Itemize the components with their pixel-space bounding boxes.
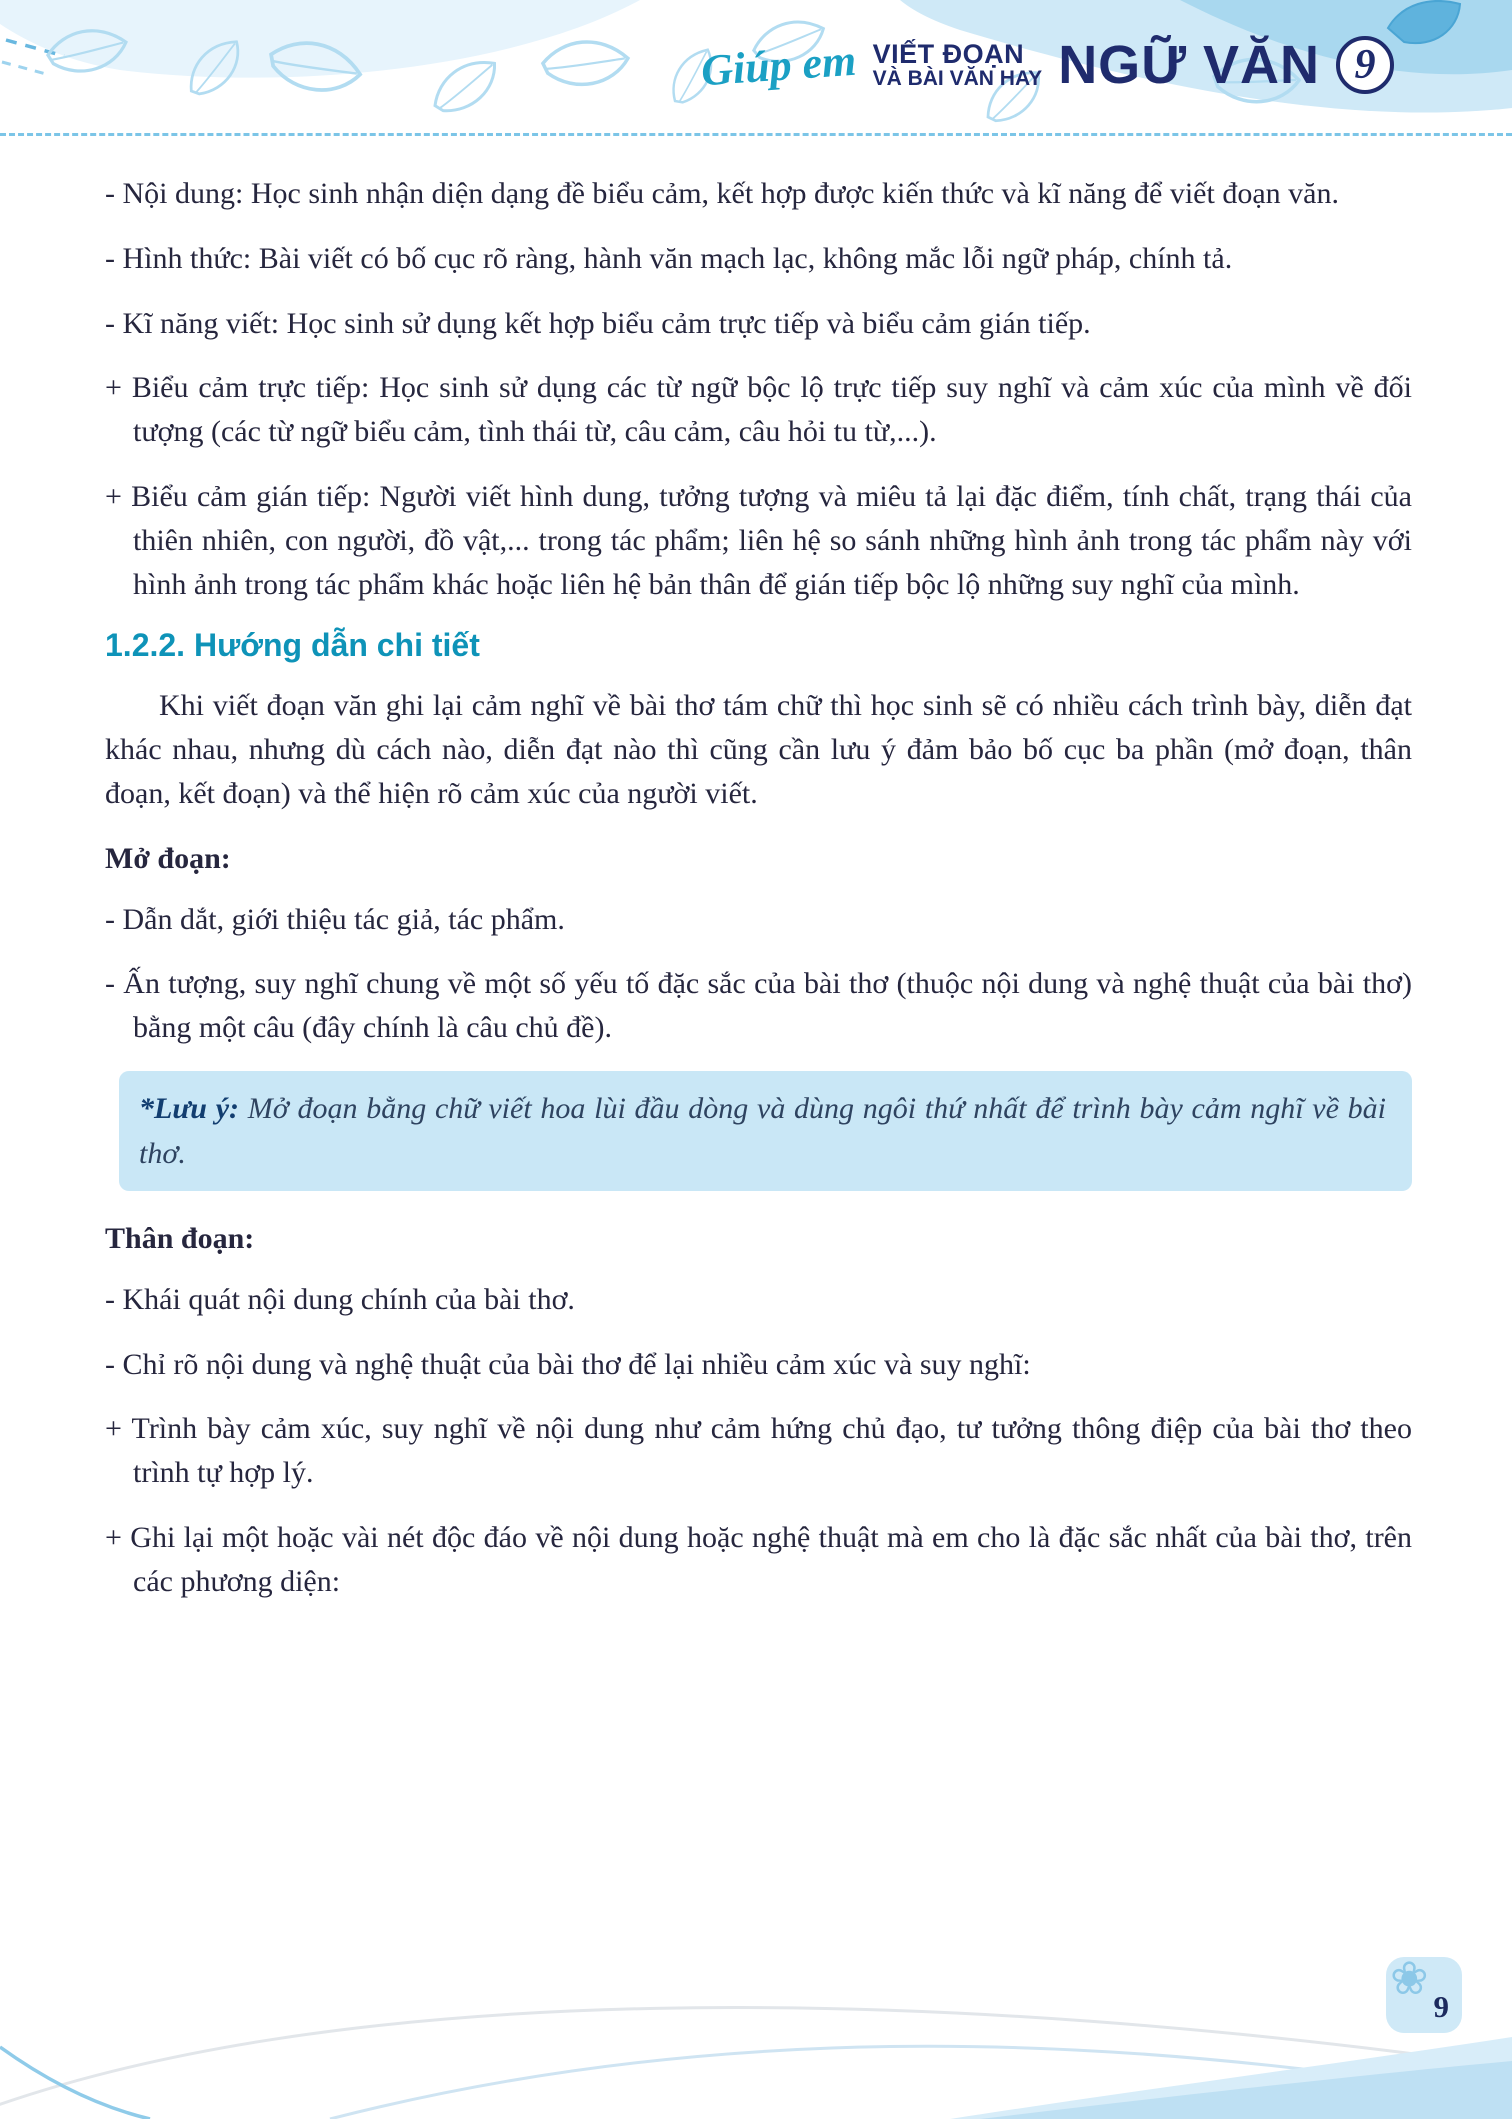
paragraph: + Ghi lại một hoặc vài nét độc đáo về nội dung hoặc nghệ thuật mà em cho là đặc sắc nhất của bài thơ, trên các phương diện: [105, 1520, 1413, 1598]
page-number-badge [1386, 1951, 1462, 2033]
flower-icon: ❀ [1390, 1951, 1429, 2005]
paragraph: - Khái quát nội dung chính của bài thơ. [105, 1282, 575, 1316]
paragraph: + Biểu cảm gián tiếp: Người viết hình dung, tưởng tượng và miêu tả lại đặc điểm, tính chất, trạng thái của thiên nhiên, con người, đồ vật,... trong tác phẩm; liên hệ so sánh những hình ảnh trong tác phẩm này với hình ảnh trong tác phẩm khác hoặc liên hệ bản thân để gián tiếp bộc lộ những suy nghĩ của mình. [105, 479, 1413, 601]
logo-grade-badge: 9 [1336, 36, 1394, 94]
note-text: Mở đoạn bằng chữ viết hoa lùi đầu dòng và dùng ngôi thứ nhất để trình bày cảm nghĩ về bài thơ. [139, 1091, 1386, 1170]
note-label: *Lưu ý: [139, 1091, 240, 1125]
paragraph: - Nội dung: Học sinh nhận diện dạng đề biểu cảm, kết hợp được kiến thức và kĩ năng để viết đoạn văn. [105, 177, 1339, 210]
paragraph: - Kĩ năng viết: Học sinh sử dụng kết hợp biểu cảm trực tiếp và biểu cảm gián tiếp. [105, 306, 1091, 340]
paragraph: - Hình thức: Bài viết có bố cục rõ ràng, hành văn mạch lạc, không mắc lỗi ngữ pháp, chính tả. [105, 241, 1233, 275]
list-marker: - [105, 1347, 123, 1381]
list-marker: + [105, 1412, 132, 1446]
book-logo [701, 34, 1394, 96]
document-body [105, 172, 1412, 1625]
paragraph: + Trình bày cảm xúc, suy nghĩ về nội dung như cảm hứng chủ đạo, tư tưởng thông điệp của bài thơ theo trình tự hợp lý. [105, 1412, 1412, 1490]
paragraph: Khi viết đoạn văn ghi lại cảm nghĩ về bài thơ tám chữ thì học sinh sẽ có nhiều cách trình bày, diễn đạt khác nhau, nhưng dù cách nào, diễn đạt nào thì cũng cần lưu ý đảm bảo bố cục ba phần (mở đoạn, thân đoạn, kết đoạn) và thể hiện rõ cảm xúc của người viết. [105, 689, 1412, 810]
logo-script-text: Giúp em [699, 35, 859, 95]
list-marker: + [105, 1520, 131, 1554]
paragraph: + Biểu cảm trực tiếp: Học sinh sử dụng các từ ngữ bộc lộ trực tiếp suy nghĩ và cảm xúc của mình về đối tượng (các từ ngữ biểu cảm, tình thái từ, câu cảm, câu hỏi tu từ,...). [105, 371, 1412, 449]
list-marker: - [105, 902, 123, 936]
footer-wave-decoration [0, 1869, 1512, 2119]
paragraph: - Chỉ rõ nội dung và nghệ thuật của bài thơ để lại nhiều cảm xúc và suy nghĩ: [105, 1347, 1031, 1381]
paragraph: Mở đoạn: [105, 841, 231, 875]
list-marker: - [105, 241, 123, 275]
list-marker: - [105, 967, 124, 1001]
logo-subtitle-line1: VIẾT ĐOẠN [872, 38, 1025, 69]
list-marker: - [105, 177, 123, 210]
paragraph: - Ấn tượng, suy nghĩ chung về một số yếu tố đặc sắc của bài thơ (thuộc nội dung và nghệ thuật của bài thơ) bằng một câu (đây chính là câu chủ đề). [105, 967, 1412, 1045]
logo-subtitle-line2: VÀ BÀI VĂN HAY [872, 67, 1043, 91]
list-marker: - [105, 1282, 123, 1316]
logo-title: NGỮ VĂN [1058, 35, 1320, 95]
page-header [0, 0, 1512, 136]
note-box [119, 1071, 1412, 1191]
list-marker: + [105, 371, 132, 405]
logo-subtitle [873, 40, 1043, 90]
list-marker: + [105, 479, 132, 513]
section-heading: 1.2.2. Hướng dẫn chi tiết [105, 627, 480, 664]
page-number: 9 [1433, 1989, 1449, 2024]
paragraph: Thân đoạn: [105, 1221, 255, 1255]
list-marker: - [105, 306, 123, 340]
paragraph: - Dẫn dắt, giới thiệu tác giả, tác phẩm. [105, 902, 565, 936]
